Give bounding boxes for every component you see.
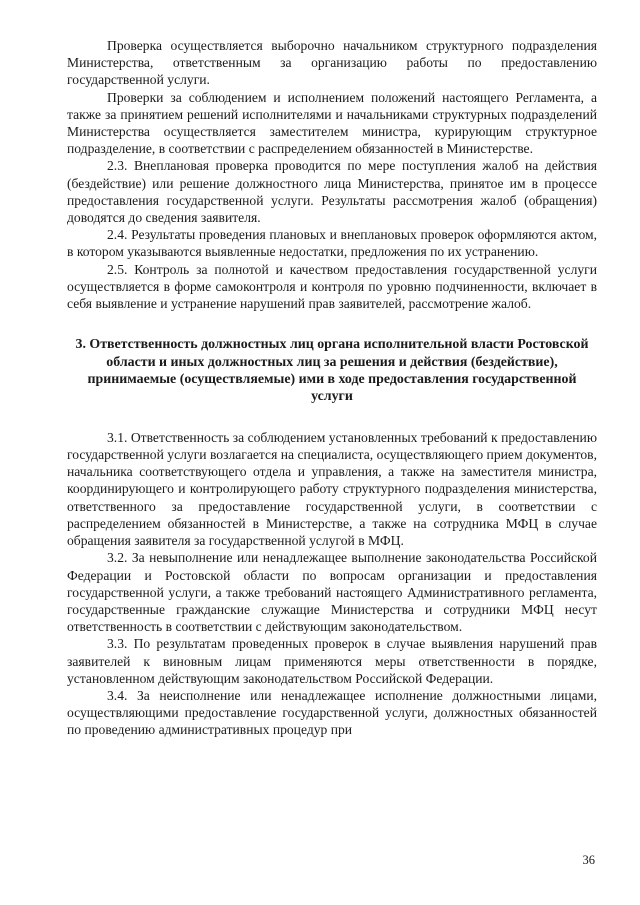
document-page <box>67 37 597 739</box>
page-number: 36 <box>582 853 595 867</box>
paragraph-3-4: 3.4. За неисполнение или ненадлежащее исполнение должностными лицами, осуществляющими предоставление государственной услуги, должностных обязанностей по проведению административных процедур при <box>67 687 597 738</box>
paragraph-2-3: 2.3. Внеплановая проверка проводится по мере поступления жалоб на действия (бездействие) или решение должностного лица Министерства, принятое им в процессе предоставления государственной услуги. Результаты рассмотрения жалоб (обращения) доводятся до сведения заявителя. <box>67 158 597 226</box>
section-3-heading: 3. Ответственность должностных лиц органа исполнительной власти Ростовской области и иных должностных лиц за решения и действия (бездействие), принимаемые (осуществляемые) ими в ходе предоставления государственной услуги <box>75 337 589 405</box>
paragraph-3-1: 3.1. Ответственность за соблюдением установленных требований к предоставлению государственной услуги возлагается на специалиста, осуществляющего прием документов, начальника соответствующего отдела и управления, а также на заместителя министра, координирующего и контролирующего работу структурного подразделения министерства, ответственного за предоставление государственной услуги, в соответствии с распределением обязанностей в Министерстве, а также на сотрудника МФЦ в случае обращения заявителя за государственной услугой в МФЦ. <box>67 429 597 549</box>
paragraph-3-3: 3.3. По результатам проведенных проверок в случае выявления нарушений прав заявителей к виновным лицам применяются меры ответственности в порядке, установленном действующим законодательством Российской Федерации. <box>67 636 597 686</box>
paragraph-inspection-deputy: Проверки за соблюдением и исполнением положений настоящего Регламента, а также за принятием решений исполнителями и начальниками структурных подразделений Министерства осуществляется заместителем министра, курирующим структурное подразделение, в соответствии с распределением обязанностей в Министерстве. <box>67 89 597 157</box>
paragraph-3-2: 3.2. За невыполнение или ненадлежащее выполнение законодательства Российской Федерации и Ростовской области по вопросам организации и предоставления государственной услуги, а также требований настоящего Административного регламента, государственные гражданские служащие Министерства и сотрудники МФЦ несут ответственность в соответствии с действующим законодательством. <box>67 550 597 635</box>
paragraph-inspection-selective: Проверка осуществляется выборочно начальником структурного подразделения Министерства, ответственным за организацию работы по предоставлению государственной услуги. <box>67 38 597 88</box>
paragraph-2-4: 2.4. Результаты проведения плановых и внеплановых проверок оформляются актом, в котором указываются выявленные недостатки, предложения по их устранению. <box>67 227 597 260</box>
paragraph-2-5: 2.5. Контроль за полнотой и качеством предоставления государственной услуги осуществляется в форме самоконтроля и контроля по уровню подчиненности, включает в себя выявление и устранение нарушений прав заявителей, рассмотрение жалоб. <box>67 261 597 312</box>
